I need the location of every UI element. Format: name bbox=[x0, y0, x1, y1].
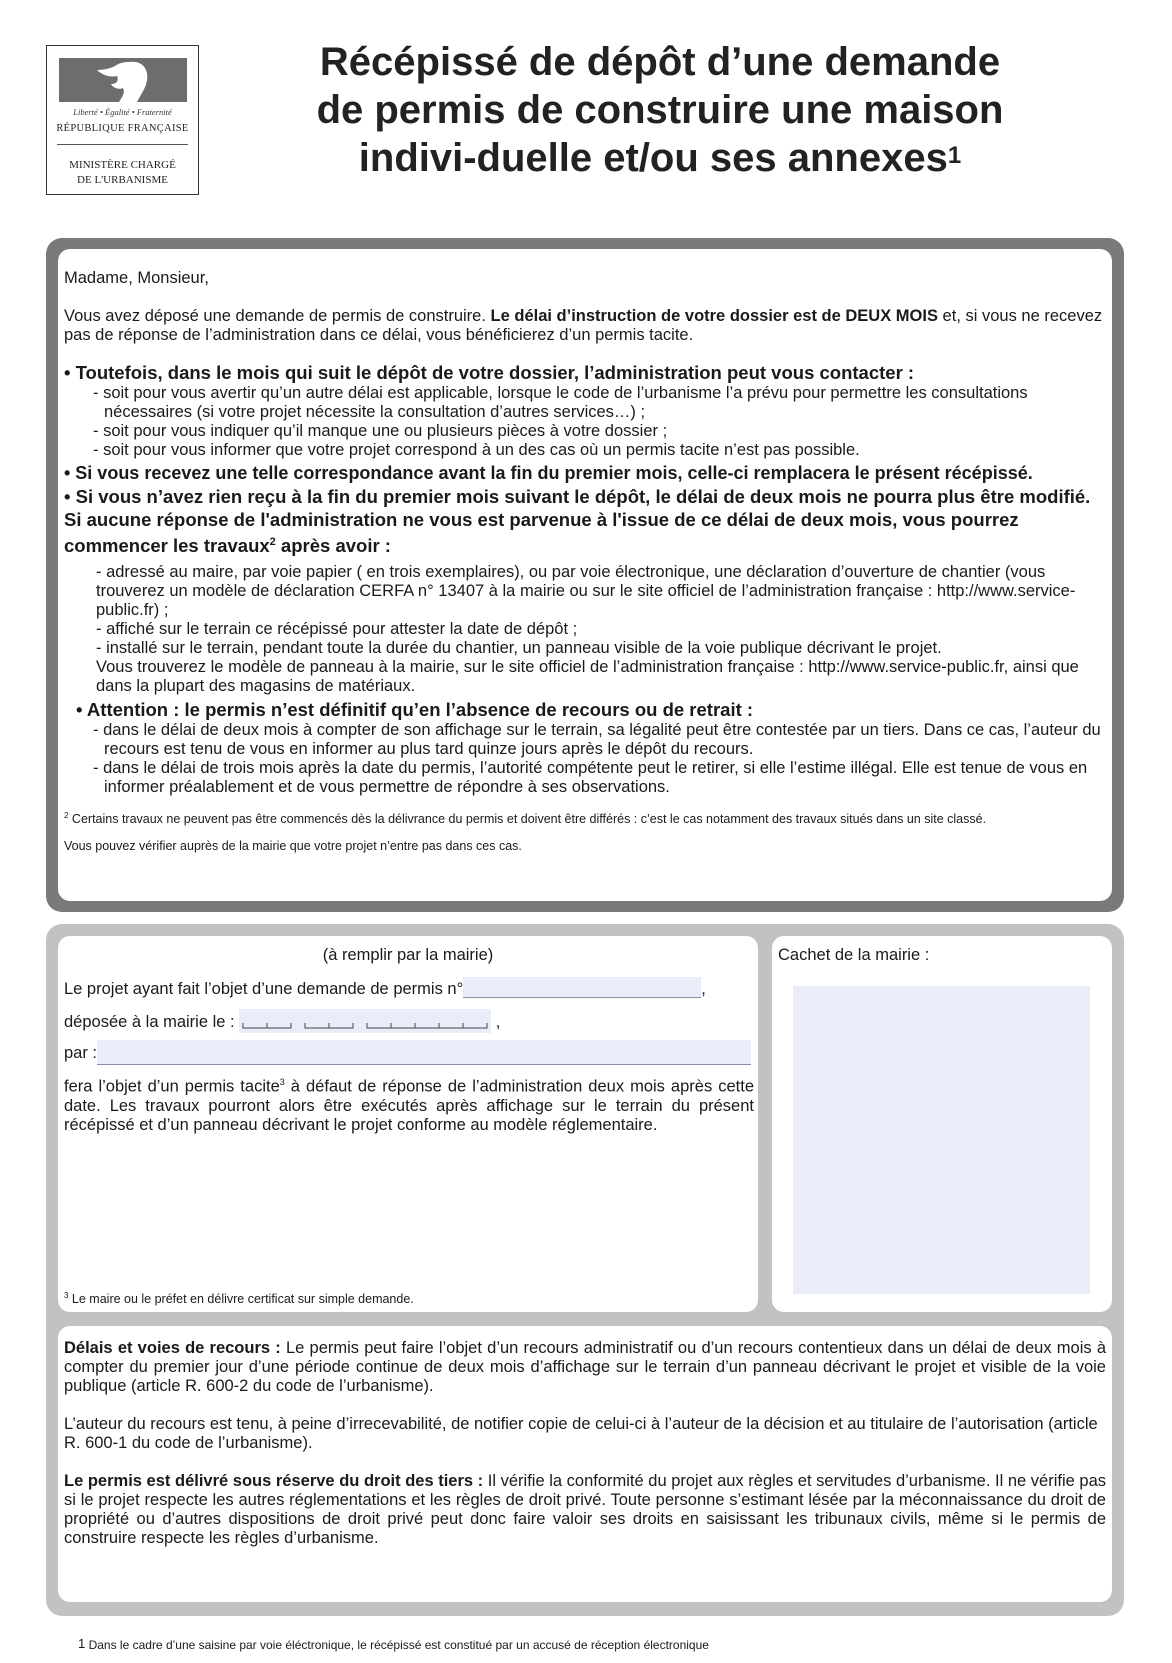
footnote-ref-2: 2 bbox=[269, 536, 276, 548]
form-header: (à remplir par la mairie) bbox=[322, 946, 494, 964]
title-footnote-mark: 1 bbox=[947, 142, 962, 169]
intro-paragraph bbox=[64, 307, 1104, 345]
recours-text: Le permis peut faire l’objet d’un recours administratif ou d’un recours contentieux dans un délai de deux mois à compter du premier jour d’une période continue de deux mois d’affichage sur le terrain d’un panneau décrivant le projet et visible de la voie publique (article R. 600-2 du code de l’urbanisme). bbox=[64, 1339, 1106, 1395]
ministry-line2: DE L'URBANISME bbox=[77, 174, 168, 186]
deposit-date-label: déposée à la mairie le : bbox=[64, 1013, 235, 1031]
permit-number-label: Le projet ayant fait l’objet d’une demande de permis n° bbox=[64, 980, 464, 998]
logo-divider bbox=[57, 144, 188, 145]
recours-box bbox=[58, 1326, 1112, 1602]
heading-contact: • Toutefois, dans le mois qui suit le dépôt de votre dossier, l’administration peut vous contacter : bbox=[64, 362, 915, 383]
marianne-emblem bbox=[59, 58, 187, 102]
works-list bbox=[64, 563, 1104, 696]
intro-text-end: et, si vous ne recevez pas de réponse de l’administration dans ce délai, vous bénéficierez d’un permis tacite. bbox=[64, 307, 1103, 344]
footnote-2 bbox=[64, 808, 1104, 827]
ministry-line1: MINISTÈRE CHARGÉ bbox=[69, 159, 176, 171]
list-item: - dans le délai de trois mois après la date du permis, l’autorité compétente peut le retirer, si elle l’estime illégal. Elle est tenue de vous en informer préalablement et de vous permettre de répondre à ses observations. bbox=[93, 759, 1088, 797]
recours-paragraph-2: L’auteur du recours est tenu, à peine d’irrecevabilité, de notifier copie de celui-ci à l’auteur de la décision et au titulaire de l’autorisation (article R. 600-1 du code de l’urbanisme). bbox=[64, 1415, 1098, 1452]
tacit-permit-text-start: fera l’objet d’un permis tacite bbox=[64, 1077, 280, 1096]
by-row bbox=[64, 1040, 754, 1065]
footnote-3 bbox=[64, 1288, 414, 1307]
page-title bbox=[270, 38, 1050, 182]
recours-paragraph-3 bbox=[64, 1472, 1106, 1548]
list-item: - dans le délai de deux mois à compter de son affichage sur le terrain, sa légalité peut être contestée par un tiers. Dans ce cas, l’auteur du recours est tenu de vous en informer au plus tard quinze jours après le dépôt du recours. bbox=[93, 721, 1101, 759]
list-item: - soit pour vous indiquer qu’il manque une ou plusieurs pièces à votre dossier ; bbox=[93, 422, 668, 440]
third-party-heading: Le permis est délivré sous réserve du droit des tiers : bbox=[64, 1472, 484, 1490]
heading-replace: • Si vous recevez une telle correspondance avant la fin du premier mois, celle-ci remplacera le présent récépissé. bbox=[64, 463, 1033, 483]
footnote-2-mark: 2 bbox=[64, 811, 69, 821]
mairie-form bbox=[58, 936, 758, 1312]
deposit-date-field[interactable] bbox=[239, 1009, 491, 1033]
heading-attention: • Attention : le permis n’est définitif qu’en l’absence de recours ou de retrait : bbox=[76, 699, 754, 721]
list-item: - adressé au maire, par voie papier ( en trois exemplaires), ou par voie électronique, une déclaration d’ouverture de chantier (vous trouverez un modèle de déclaration CERFA n° 13407 à la mairie ou sur le site officiel de l’administration française : http://www.service-public.fr) ; bbox=[96, 563, 1076, 620]
list-item: - affiché sur le terrain ce récépissé pour attester la date de dépôt ; bbox=[96, 620, 578, 639]
title-line3 bbox=[270, 134, 1050, 182]
ministry-name bbox=[47, 158, 198, 188]
list-item: - soit pour vous avertir qu’un autre délai est applicable, lorsque le code de l’urbanisme l’a prévu pour permettre les consultations nécessaires (si votre projet nécessite la consultation d’autres services…) ; bbox=[93, 384, 1028, 421]
republic-name: RÉPUBLIQUE FRANÇAISE bbox=[56, 123, 189, 134]
footnote-2-note: Vous pouvez vérifier auprès de la mairie que votre projet n’entre pas dans ces cas. bbox=[64, 839, 522, 854]
footnote-ref-3: 3 bbox=[279, 1077, 285, 1087]
greeting: Madame, Monsieur, bbox=[64, 269, 209, 287]
list-item: - installé sur le terrain, pendant toute la durée du chantier, un panneau visible de la voie publique décrivant le projet. bbox=[96, 639, 942, 658]
tacit-permit-text-end: à défaut de réponse de l’administration deux mois après cette date. Les travaux pourront alors être exécutés après affichage sur le terrain du présent récépissé et d’un panneau décrivant le projet conforme au modèle réglementaire. bbox=[64, 1077, 754, 1134]
stamp-box bbox=[772, 936, 1112, 1312]
heading-no-response-end: après avoir : bbox=[275, 535, 391, 557]
heading-no-response bbox=[64, 485, 1104, 557]
recours-content bbox=[64, 1339, 1106, 1548]
list-item: Vous trouverez le modèle de panneau à la mairie, sur le site officiel de l’administration française : http://www.service-public.fr, ainsi que dans la plupart des magasins de matériaux. bbox=[96, 658, 1079, 696]
date-boxes bbox=[239, 1009, 491, 1033]
title-line1: Récépissé de dépôt d’une demande bbox=[319, 40, 1001, 84]
title-line2: de permis de construire une maison bbox=[316, 88, 1004, 132]
stamp-area[interactable] bbox=[793, 986, 1090, 1294]
intro-bold: Le délai d’instruction de votre dossier est de DEUX MOIS bbox=[490, 307, 938, 325]
marianne-logo bbox=[46, 45, 199, 195]
footnote-3-text: Le maire ou le préfet en délivre certificat sur simple demande. bbox=[68, 1292, 414, 1307]
by-label: par : bbox=[64, 1044, 98, 1062]
footnote-1-text: Dans le cadre d’une saisine par voie éléctronique, le récépissé est constitué par un accusé de réception électronique bbox=[85, 1638, 709, 1652]
permit-number-field[interactable] bbox=[463, 977, 701, 998]
footnote-2-text: Certains travaux ne peuvent pas être commencés dès la délivrance du permis et doivent être différés : c’est le cas notamment des travaux situés dans un site classé. bbox=[68, 812, 987, 827]
page-footnote bbox=[78, 1636, 709, 1653]
third-party-text: Il vérifie la conformité du projet aux règles et servitudes d’urbanisme. Il ne vérifie pas si le projet respecte les autres réglementations et les règles de droit privé. Toute personne s’estimant lésée par la méconnaissance du droit de propriété ou d’autres dispositions de droit privé peut donc faire valoir ses droits en saisissant les tribunaux civils, même si le permis de construire respecte les règles d’urbanisme. bbox=[64, 1472, 1106, 1547]
notice-inner bbox=[58, 249, 1112, 901]
by-field[interactable] bbox=[97, 1040, 751, 1065]
recours-paragraph-1 bbox=[64, 1339, 1106, 1396]
list-item: - soit pour vous informer que votre projet correspond à un des cas où un permis tacite n’est pas possible. bbox=[93, 441, 860, 459]
deposit-date-row: déposée à la mairie le : , bbox=[64, 1009, 754, 1033]
tacit-permit-text bbox=[64, 1073, 754, 1135]
permit-number-row: Le projet ayant fait l’objet d’une demande de permis n° , bbox=[64, 977, 754, 999]
heading-no-response-text: • Si vous n’avez rien reçu à la fin du premier mois suivant le dépôt, le délai de deux mois ne pourra plus être modifié. Si aucune réponse de l'administration ne vous est parvenue à l'issue de ce délai de deux mois, vous pourrez commencer les travaux bbox=[64, 486, 1091, 557]
recours-heading: Délais et voies de recours : bbox=[64, 1339, 281, 1357]
stamp-label: Cachet de la mairie : bbox=[778, 946, 930, 964]
footnote-1-mark: 1 bbox=[78, 1636, 86, 1651]
footnote-3-mark: 3 bbox=[64, 1291, 69, 1300]
notice-content bbox=[64, 269, 1104, 854]
title-line3-text: indivi-duelle et/ou ses annexes bbox=[358, 136, 948, 180]
republic-motto: Liberté • Égalité • Fraternité bbox=[73, 107, 172, 117]
intro-text: Vous avez déposé une demande de permis de construire. bbox=[64, 307, 491, 325]
